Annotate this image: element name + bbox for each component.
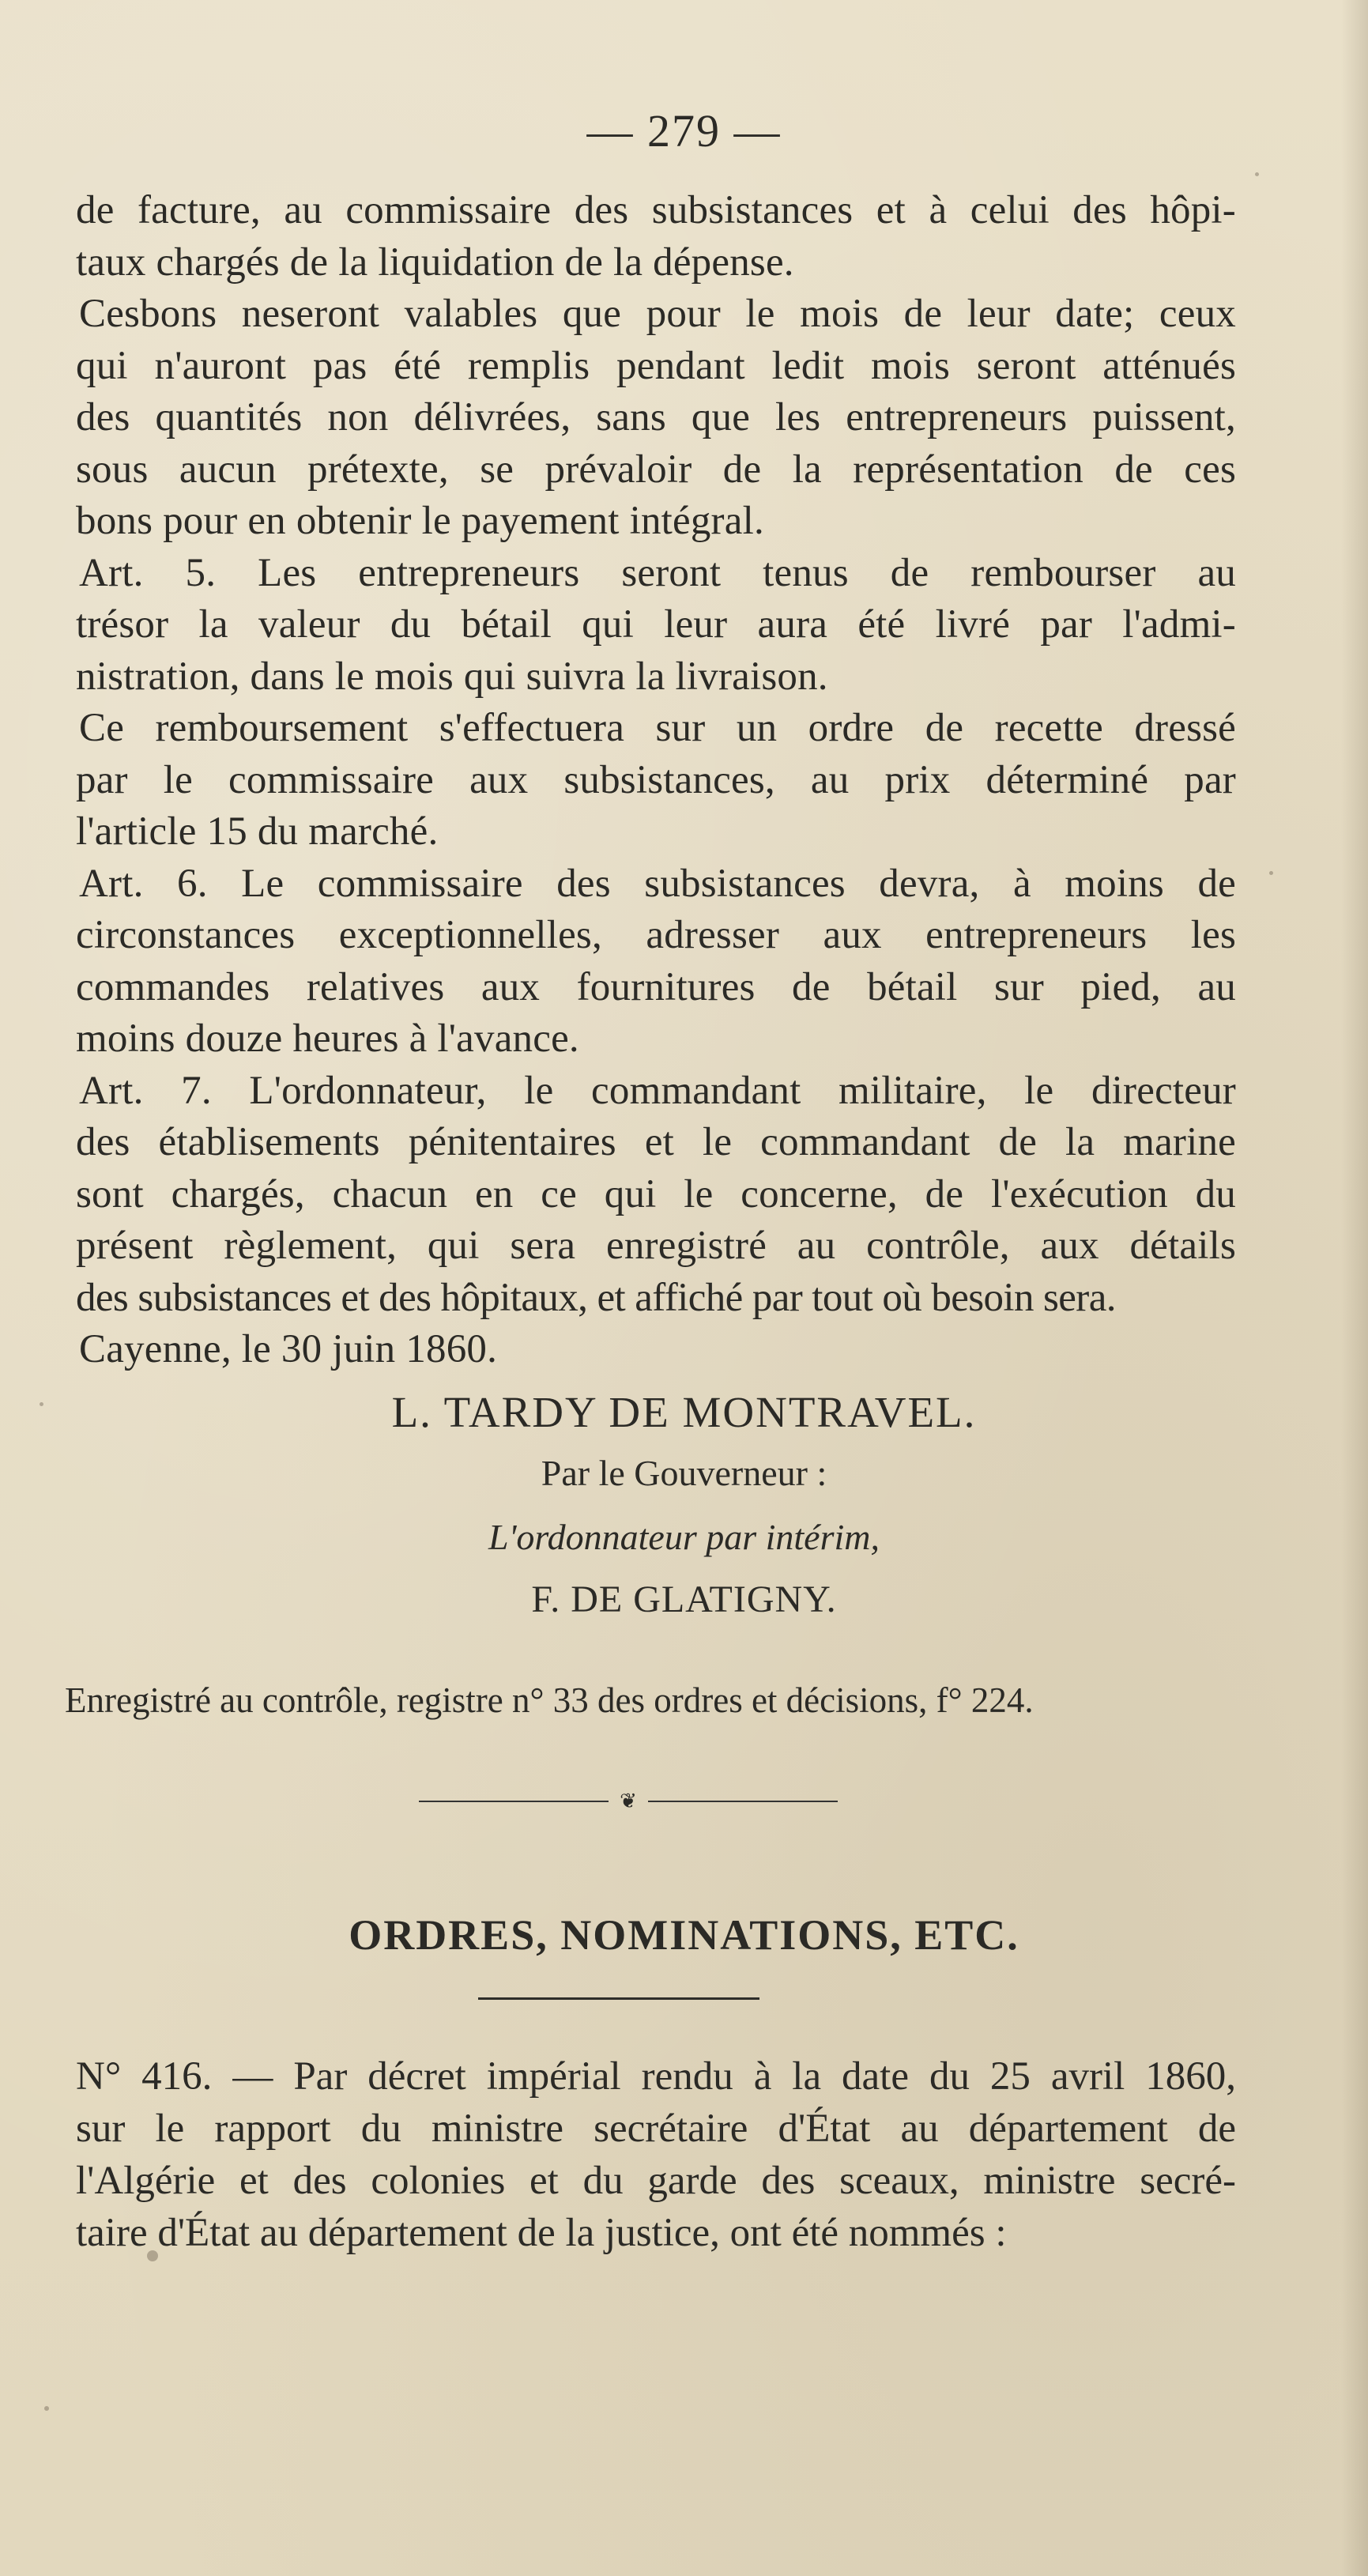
page-edge-shadow (1341, 0, 1368, 2576)
text-line: des établisements pénitentaires et le commandant de la marine (76, 1120, 1236, 1164)
article-6-line: Art. 6. Le commissaire des subsistances devra, à moins de (79, 861, 1236, 906)
section-title: ORDRES, NOMINATIONS, ETC. (349, 1911, 1019, 1959)
paper-speck (44, 2406, 49, 2411)
signature-by-line: Par le Gouverneur : (541, 1453, 827, 1493)
ornament-center-icon: ❦ (620, 1790, 637, 1812)
text-line: Cesbons neseront valables que pour le mois de leur date; ceux (79, 292, 1236, 336)
text-line: bons pour en obtenir le payement intégral. (76, 499, 764, 543)
ornament-line-left (419, 1801, 609, 1802)
paper-speck (1269, 871, 1273, 875)
main-text (76, 185, 1236, 1376)
text-line: l'Algérie et des colonies et du garde des sceaux, ministre secré- (76, 2159, 1236, 2203)
governor-signature: L. TARDY DE MONTRAVEL. (391, 1388, 977, 1436)
signature-role: L'ordonnateur par intérim, (488, 1517, 880, 1557)
article-5-line: Art. 5. Les entrepreneurs seront tenus de rembourser au (79, 550, 1236, 595)
text-line: par le commissaire aux subsistances, au prix déterminé par (76, 757, 1236, 802)
place-date-line: Cayenne, le 30 juin 1860. (79, 1327, 498, 1371)
text-line: présent règlement, qui sera enregistré au contrôle, aux détails (76, 1224, 1236, 1268)
text-line: l'article 15 du marché. (76, 809, 439, 854)
text-line: sur le rapport du ministre secrétaire d'État au département de (76, 2106, 1236, 2151)
text-line: Ce remboursement s'effectuera sur un ordre de recette dressé (79, 706, 1236, 750)
text-line: N° 416. — Par décret impérial rendu à la date du 25 avril 1860, (76, 2054, 1236, 2099)
article-7-line: Art. 7. L'ordonnateur, le commandant militaire, le directeur (79, 1068, 1236, 1113)
page-number: — 279 — (586, 105, 782, 157)
ornament-line-right (648, 1801, 838, 1802)
text-line: de facture, au commissaire des subsistances et à celui des hôpi- (76, 188, 1236, 232)
text-line: des subsistances et des hôpitaux, et affiché par tout où besoin sera. (76, 1275, 1116, 1320)
section-rule (478, 1997, 759, 2000)
text-line: nistration, dans le mois qui suivra la livraison. (76, 654, 828, 699)
text-line: commandes relatives aux fournitures de bétail sur pied, au (76, 964, 1236, 1009)
signature-official: F. DE GLATIGNY. (531, 1578, 837, 1620)
text-line: trésor la valeur du bétail qui leur aura été livré par l'admi- (76, 602, 1236, 647)
text-line: qui n'auront pas été remplis pendant ledit mois seront atténués (76, 343, 1236, 388)
text-line: circonstances exceptionnelles, adresser aux entrepreneurs les (76, 913, 1236, 957)
text-line: taire d'État au département de la justice, ont été nommés : (76, 2211, 1007, 2255)
registration-note: Enregistré au contrôle, registre n° 33 des ordres et décisions, f° 224. (65, 1680, 1034, 1720)
paper-speck (1255, 172, 1259, 176)
paragraph-416 (76, 2050, 1236, 2259)
text-line: moins douze heures à l'avance. (76, 1016, 579, 1061)
text-line: sont chargés, chacun en ce qui le concerne, de l'exécution du (76, 1171, 1236, 1216)
ornamental-divider (419, 1790, 838, 1813)
text-line: des quantités non délivrées, sans que les entrepreneurs puissent, (76, 395, 1236, 439)
text-line: sous aucun prétexte, se prévaloir de la représentation de ces (76, 447, 1236, 492)
text-line: taux chargés de la liquidation de la dépense. (76, 239, 794, 285)
